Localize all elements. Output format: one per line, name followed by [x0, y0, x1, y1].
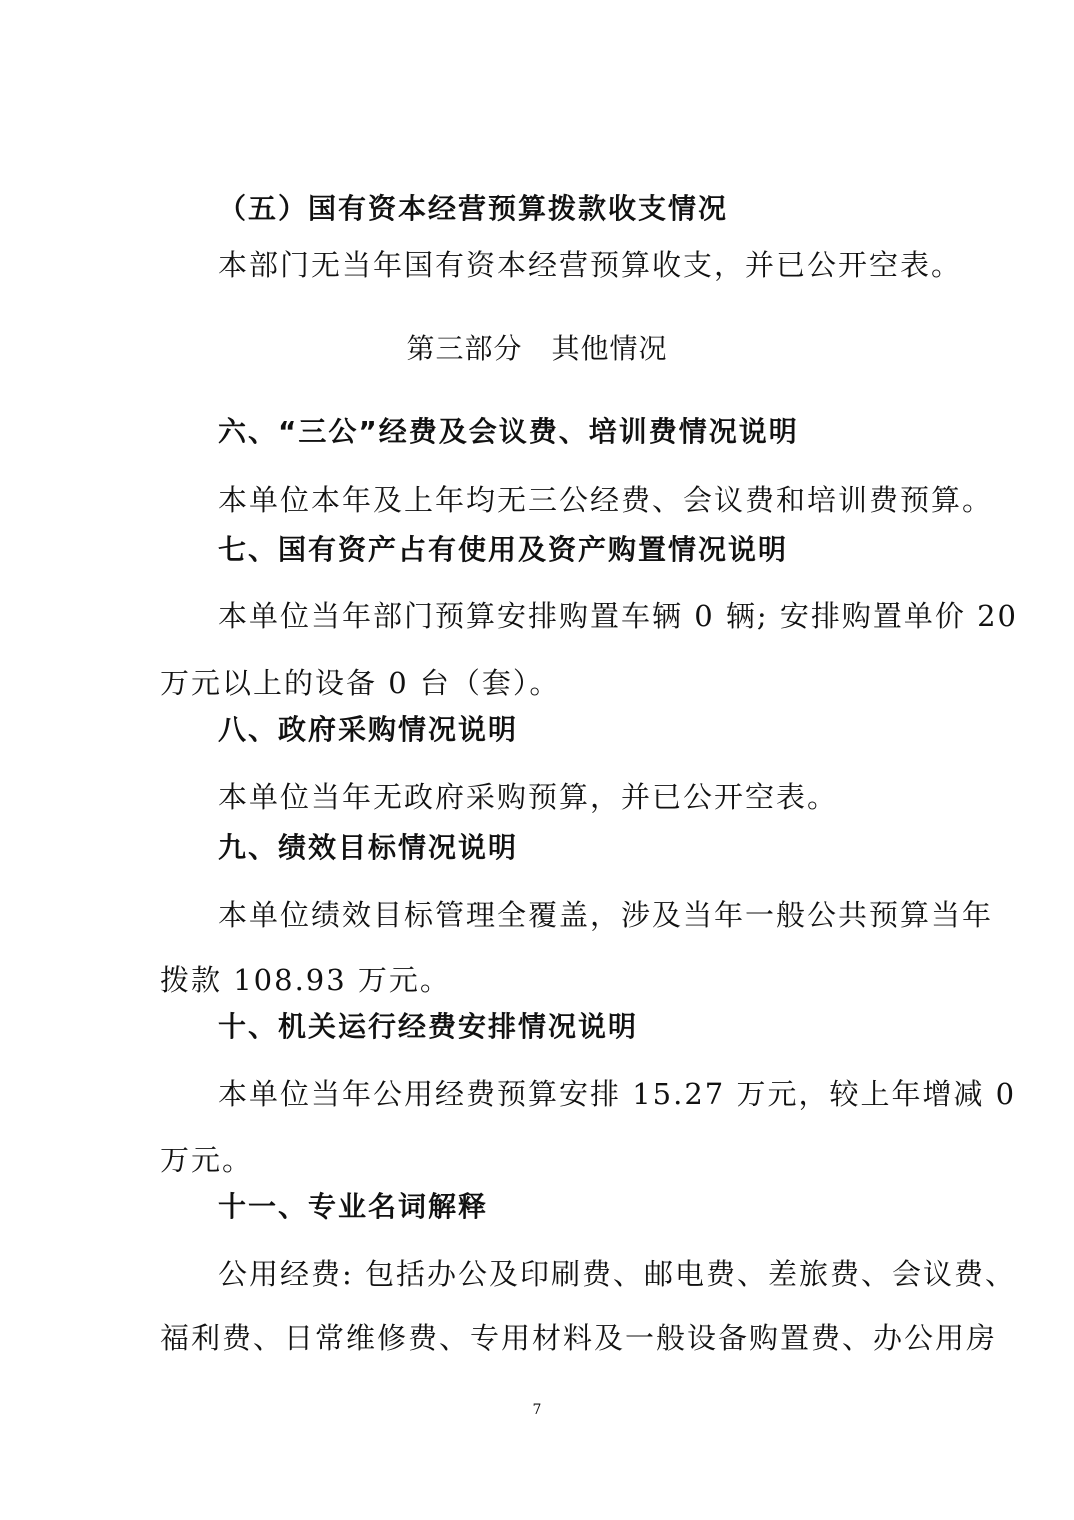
- section-heading-8: 八、政府采购情况说明: [218, 713, 519, 746]
- section-body-10-line1: 本单位当年公用经费预算安排 15.27 万元，较上年增减 0: [218, 1077, 1017, 1111]
- section-body-7-line1: 本单位当年部门预算安排购置车辆 0 辆; 安排购置单价 20: [218, 599, 1018, 633]
- section-heading-10: 十、机关运行经费安排情况说明: [218, 1010, 639, 1043]
- section-body-5: 本部门无当年国有资本经营预算收支，并已公开空表。: [218, 248, 963, 282]
- section-heading-9: 九、绩效目标情况说明: [218, 831, 519, 864]
- section-heading-7: 七、国有资产占有使用及资产购置情况说明: [218, 533, 789, 566]
- section-heading-6: 六、“三公”经费及会议费、培训费情况说明: [218, 415, 799, 448]
- section-body-6: 本单位本年及上年均无三公经费、会议费和培训费预算。: [218, 483, 994, 517]
- section-body-11-line2: 福利费、日常维修费、专用材料及一般设备购置费、办公用房: [160, 1321, 998, 1355]
- page-number: 7: [532, 1402, 542, 1418]
- section-body-9-line1: 本单位绩效目标管理全覆盖，涉及当年一般公共预算当年: [218, 898, 994, 932]
- section-heading-5: （五）国有资本经营预算拨款收支情况: [218, 192, 729, 225]
- section-body-10-line2: 万元。: [160, 1143, 254, 1177]
- section-body-9-line2: 拨款 108.93 万元。: [160, 963, 451, 997]
- section-body-7-line2: 万元以上的设备 0 台（套）。: [160, 666, 561, 700]
- part-three-title: 第三部分 其他情况: [406, 332, 668, 365]
- section-body-8: 本单位当年无政府采购预算，并已公开空表。: [218, 780, 839, 814]
- section-heading-11: 十一、专业名词解释: [218, 1190, 489, 1223]
- section-body-11-line1: 公用经费: 包括办公及印刷费、邮电费、差旅费、会议费、: [218, 1257, 1016, 1291]
